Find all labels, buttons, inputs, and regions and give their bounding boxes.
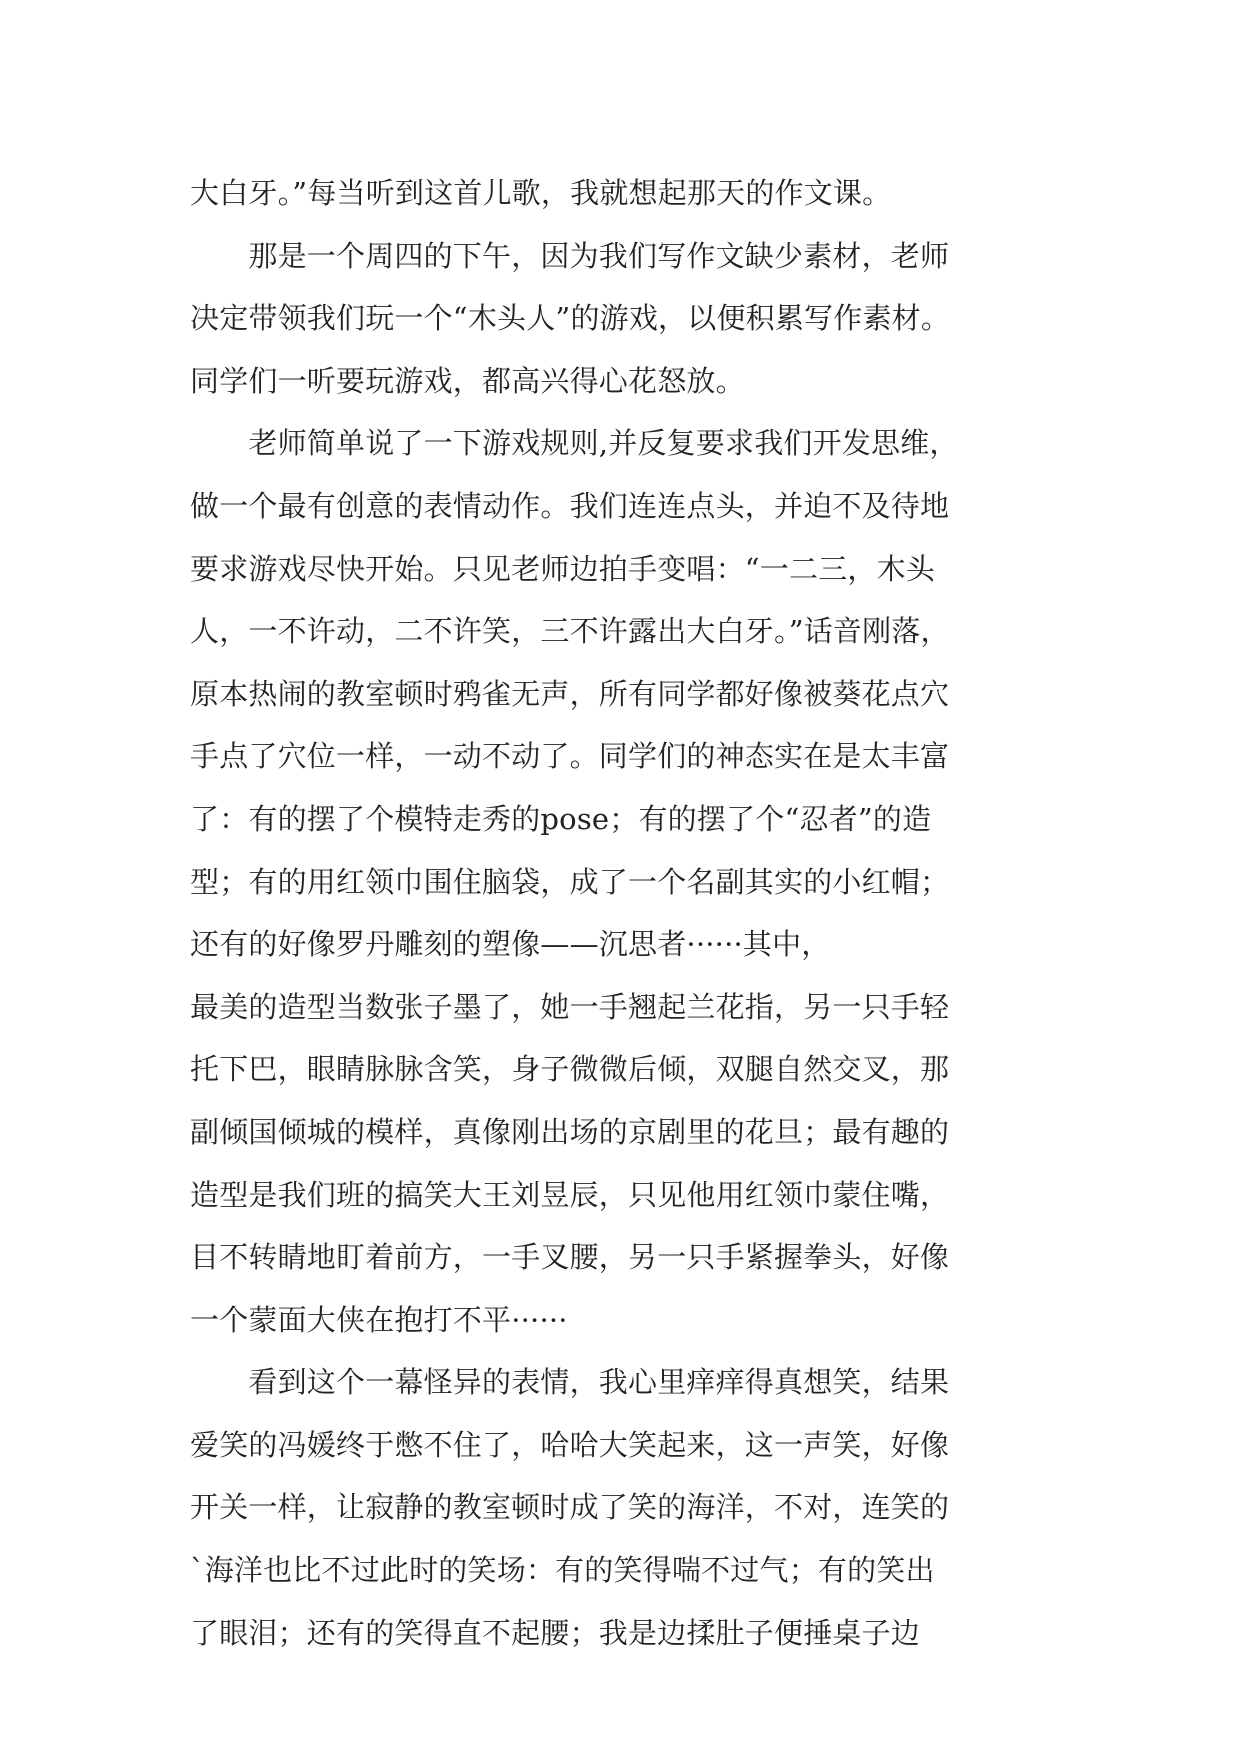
text-line: 人，一不许动，二不许笑，三不许露出大白牙。”话音刚落， [190,614,950,649]
text-line: 决定带领我们玩一个“木头人”的游戏，以便积累写作素材。 [190,301,951,336]
text-line: 老师简单说了一下游戏规则,并反复要求我们开发思维， [190,426,959,461]
text-line: 目不转睛地盯着前方，一手叉腰，另一只手紧握拳头，好像 [190,1240,950,1275]
text-line: 做一个最有创意的表情动作。我们连连点头，并迫不及待地 [190,488,950,523]
text-line: 最美的造型当数张子墨了，她一手翘起兰花指，另一只手轻 [190,989,950,1024]
text-line: 同学们一听要玩游戏，都高兴得心花怒放。 [190,363,745,398]
text-line: 要求游戏尽快开始。只见老师边拍手变唱：“一二三，木头 [190,551,936,586]
text-line: 看到这个一幕怪异的表情，我心里痒痒得真想笑，结果 [190,1365,950,1400]
text-line: 型；有的用红领巾围住脑袋，成了一个名副其实的小红帽； [190,864,950,899]
text-line: 手点了穴位一样，一动不动了。同学们的神态实在是太丰富 [190,739,950,774]
text-line: 大白牙。”每当听到这首儿歌，我就想起那天的作文课。 [190,176,892,210]
text-line: 造型是我们班的搞笑大王刘昱辰，只见他用红领巾蒙住嘴， [190,1177,950,1212]
text-line: 爱笑的冯媛终于憋不住了，哈哈大笑起来，这一声笑，好像 [190,1427,950,1462]
text-line: 还有的好像罗丹雕刻的塑像——沉思者······其中， [190,927,831,962]
text-line: 那是一个周四的下午，因为我们写作文缺少素材，老师 [190,238,950,273]
essay-body [190,162,1070,1664]
text-line: 副倾国倾城的模样，真像刚出场的京剧里的花旦；最有趣的 [190,1114,950,1149]
text-line: `海洋也比不过此时的笑场：有的笑得喘不过气；有的笑出 [190,1553,935,1588]
text-line: 了：有的摆了个模特走秀的pose；有的摆了个“忍者”的造 [190,801,932,836]
text-line: 开关一样，让寂静的教室顿时成了笑的海洋，不对，连笑的 [190,1490,950,1525]
text-line: 一个蒙面大侠在抱打不平······ [190,1302,568,1337]
text-line: 原本热闹的教室顿时鸦雀无声，所有同学都好像被葵花点穴 [190,676,950,711]
text-line: 托下巴，眼睛脉脉含笑，身子微微后倾，双腿自然交叉，那 [190,1052,950,1087]
text-line: 了眼泪；还有的笑得直不起腰；我是边揉肚子便捶桌子边 [190,1615,921,1650]
